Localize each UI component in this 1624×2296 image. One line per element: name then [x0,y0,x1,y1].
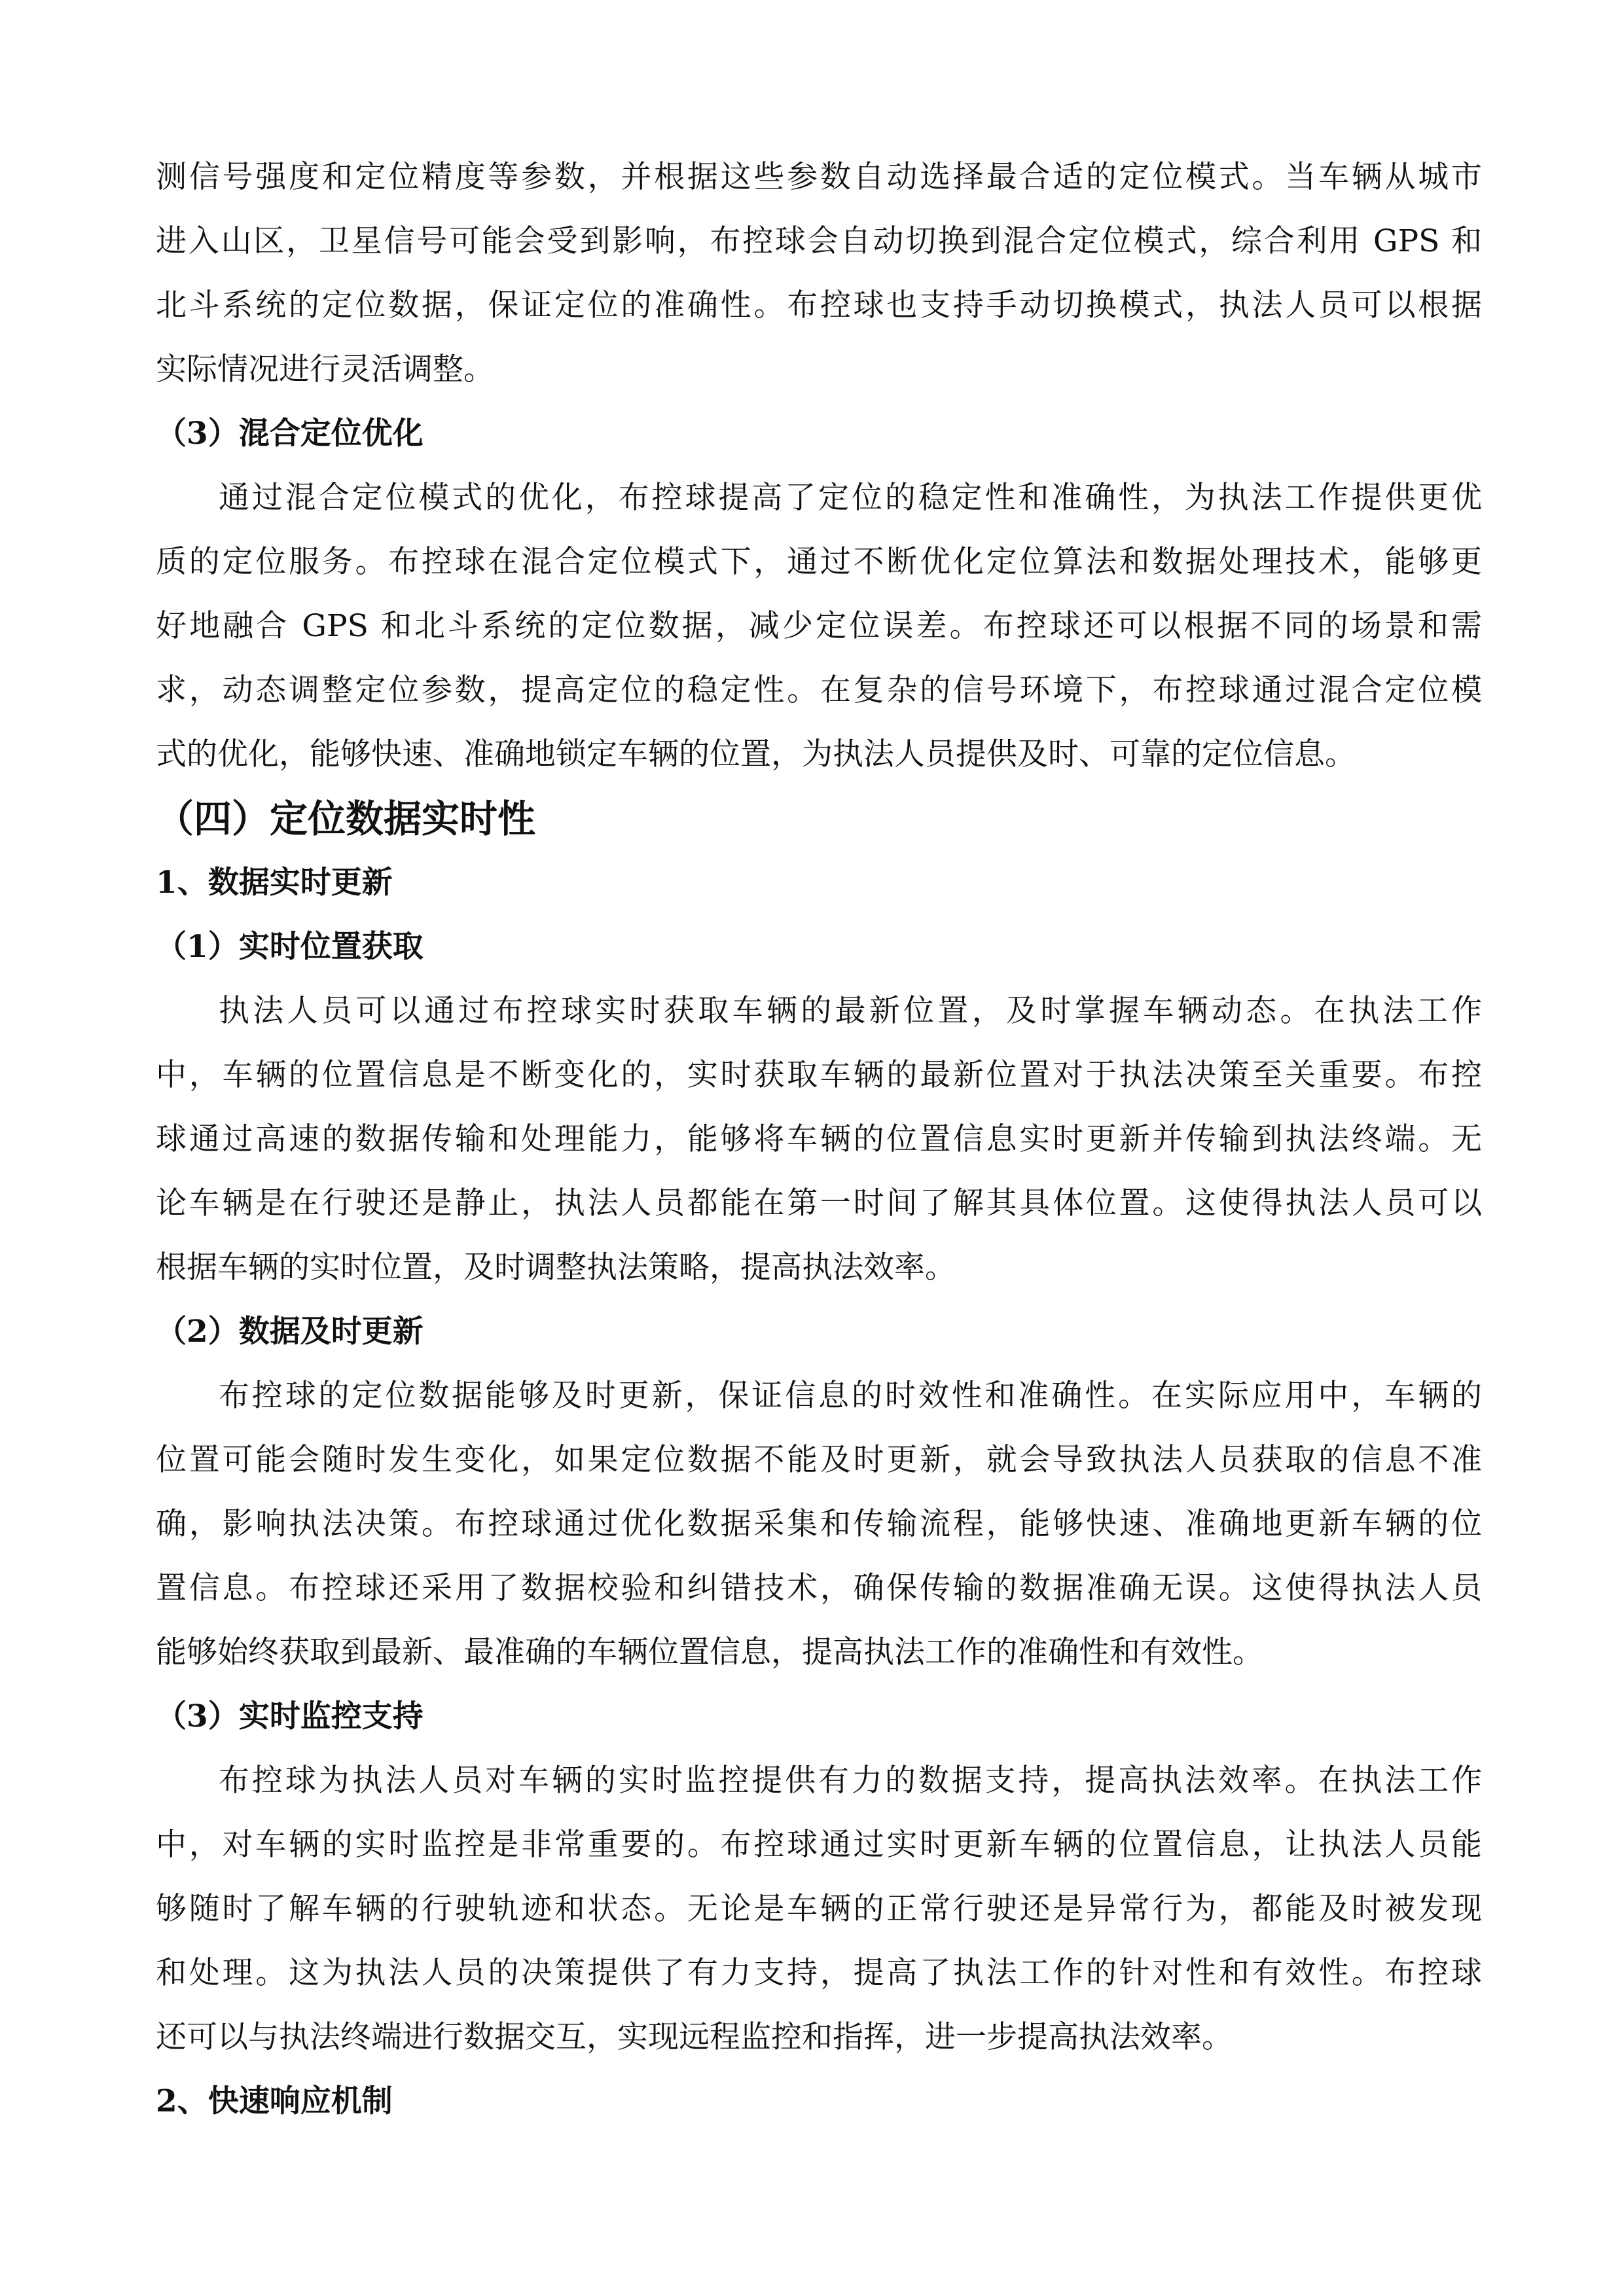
paragraph-line: 能够始终获取到最新、最准确的车辆位置信息，提高执法工作的准确性和有效性。 [156,1634,1263,1670]
paragraph [156,1364,1482,1685]
paragraph-line: 测信号强度和定位精度等参数，并根据这些参数自动选择最合适的定位模式。当车辆从城市 [156,159,1482,195]
paragraph-line: 执法人员可以通过布控球实时获取车辆的最新位置，及时掌握车辆动态。在执法工作 [219,993,1482,1029]
paragraph-line: 确，影响执法决策。布控球通过优化数据采集和传输流程，能够快速、准确地更新车辆的位 [156,1506,1482,1542]
paragraph [156,1749,1482,2070]
paragraph-line: 进入山区，卫星信号可能会受到影响，布控球会自动切换到混合定位模式，综合利用 GPS 和 [156,223,1482,259]
paragraph-line: 布控球的定位数据能够及时更新，保证信息的时效性和准确性。在实际应用中，车辆的 [219,1378,1482,1414]
document-page [156,145,1482,2134]
paragraph-line: 北斗系统的定位数据，保证定位的准确性。布控球也支持手动切换模式，执法人员可以根据 [156,287,1482,323]
paragraph-line: 球通过高速的数据传输和处理能力，能够将车辆的位置信息实时更新并传输到执法终端。无 [156,1121,1482,1157]
subsection-heading: （1）实时位置获取 [156,929,424,965]
paragraph-line: 还可以与执法终端进行数据交互，实现远程监控和指挥，进一步提高执法效率。 [156,2019,1233,2055]
subsection-heading: （3）实时监控支持 [156,1698,424,1734]
section-heading: （四）定位数据实时性 [156,797,536,841]
subsection-heading: （3）混合定位优化 [156,416,424,452]
paragraph-line: 布控球为执法人员对车辆的实时监控提供有力的数据支持，提高执法效率。在执法工作 [219,1763,1482,1799]
paragraph-line: 实际情况进行灵活调整。 [156,351,494,387]
numbered-heading: 1、数据实时更新 [156,865,393,901]
subsection-heading: （2）数据及时更新 [156,1314,424,1350]
paragraph-line: 通过混合定位模式的优化，布控球提高了定位的稳定性和准确性，为执法工作提供更优 [219,480,1482,516]
paragraph-line: 和处理。这为执法人员的决策提供了有力支持，提高了执法工作的针对性和有效性。布控球 [156,1955,1482,1991]
numbered-heading: 2、快速响应机制 [156,2083,393,2119]
paragraph [156,979,1482,1300]
paragraph-line: 式的优化，能够快速、准确地锁定车辆的位置，为执法人员提供及时、可靠的定位信息。 [156,736,1356,772]
paragraph-line: 根据车辆的实时位置，及时调整执法策略，提高执法效率。 [156,1249,956,1285]
paragraph-line: 中，对车辆的实时监控是非常重要的。布控球通过实时更新车辆的位置信息，让执法人员能 [156,1827,1482,1863]
paragraph-line: 好地融合 GPS 和北斗系统的定位数据，减少定位误差。布控球还可以根据不同的场景和需 [156,608,1482,644]
paragraph-line: 位置可能会随时发生变化，如果定位数据不能及时更新，就会导致执法人员获取的信息不准 [156,1442,1482,1478]
paragraph [156,466,1482,787]
paragraph-line: 质的定位服务。布控球在混合定位模式下，通过不断优化定位算法和数据处理技术，能够更 [156,544,1482,580]
paragraph-line: 够随时了解车辆的行驶轨迹和状态。无论是车辆的正常行驶还是异常行为，都能及时被发现 [156,1891,1482,1927]
paragraph-line: 中，车辆的位置信息是不断变化的，实时获取车辆的最新位置对于执法决策至关重要。布控 [156,1057,1482,1093]
paragraph [156,145,1482,402]
paragraph-line: 论车辆是在行驶还是静止，执法人员都能在第一时间了解其具体位置。这使得执法人员可以 [156,1185,1482,1221]
paragraph-line: 置信息。布控球还采用了数据校验和纠错技术，确保传输的数据准确无误。这使得执法人员 [156,1570,1482,1606]
paragraph-line: 求，动态调整定位参数，提高定位的稳定性。在复杂的信号环境下，布控球通过混合定位模 [156,672,1482,708]
